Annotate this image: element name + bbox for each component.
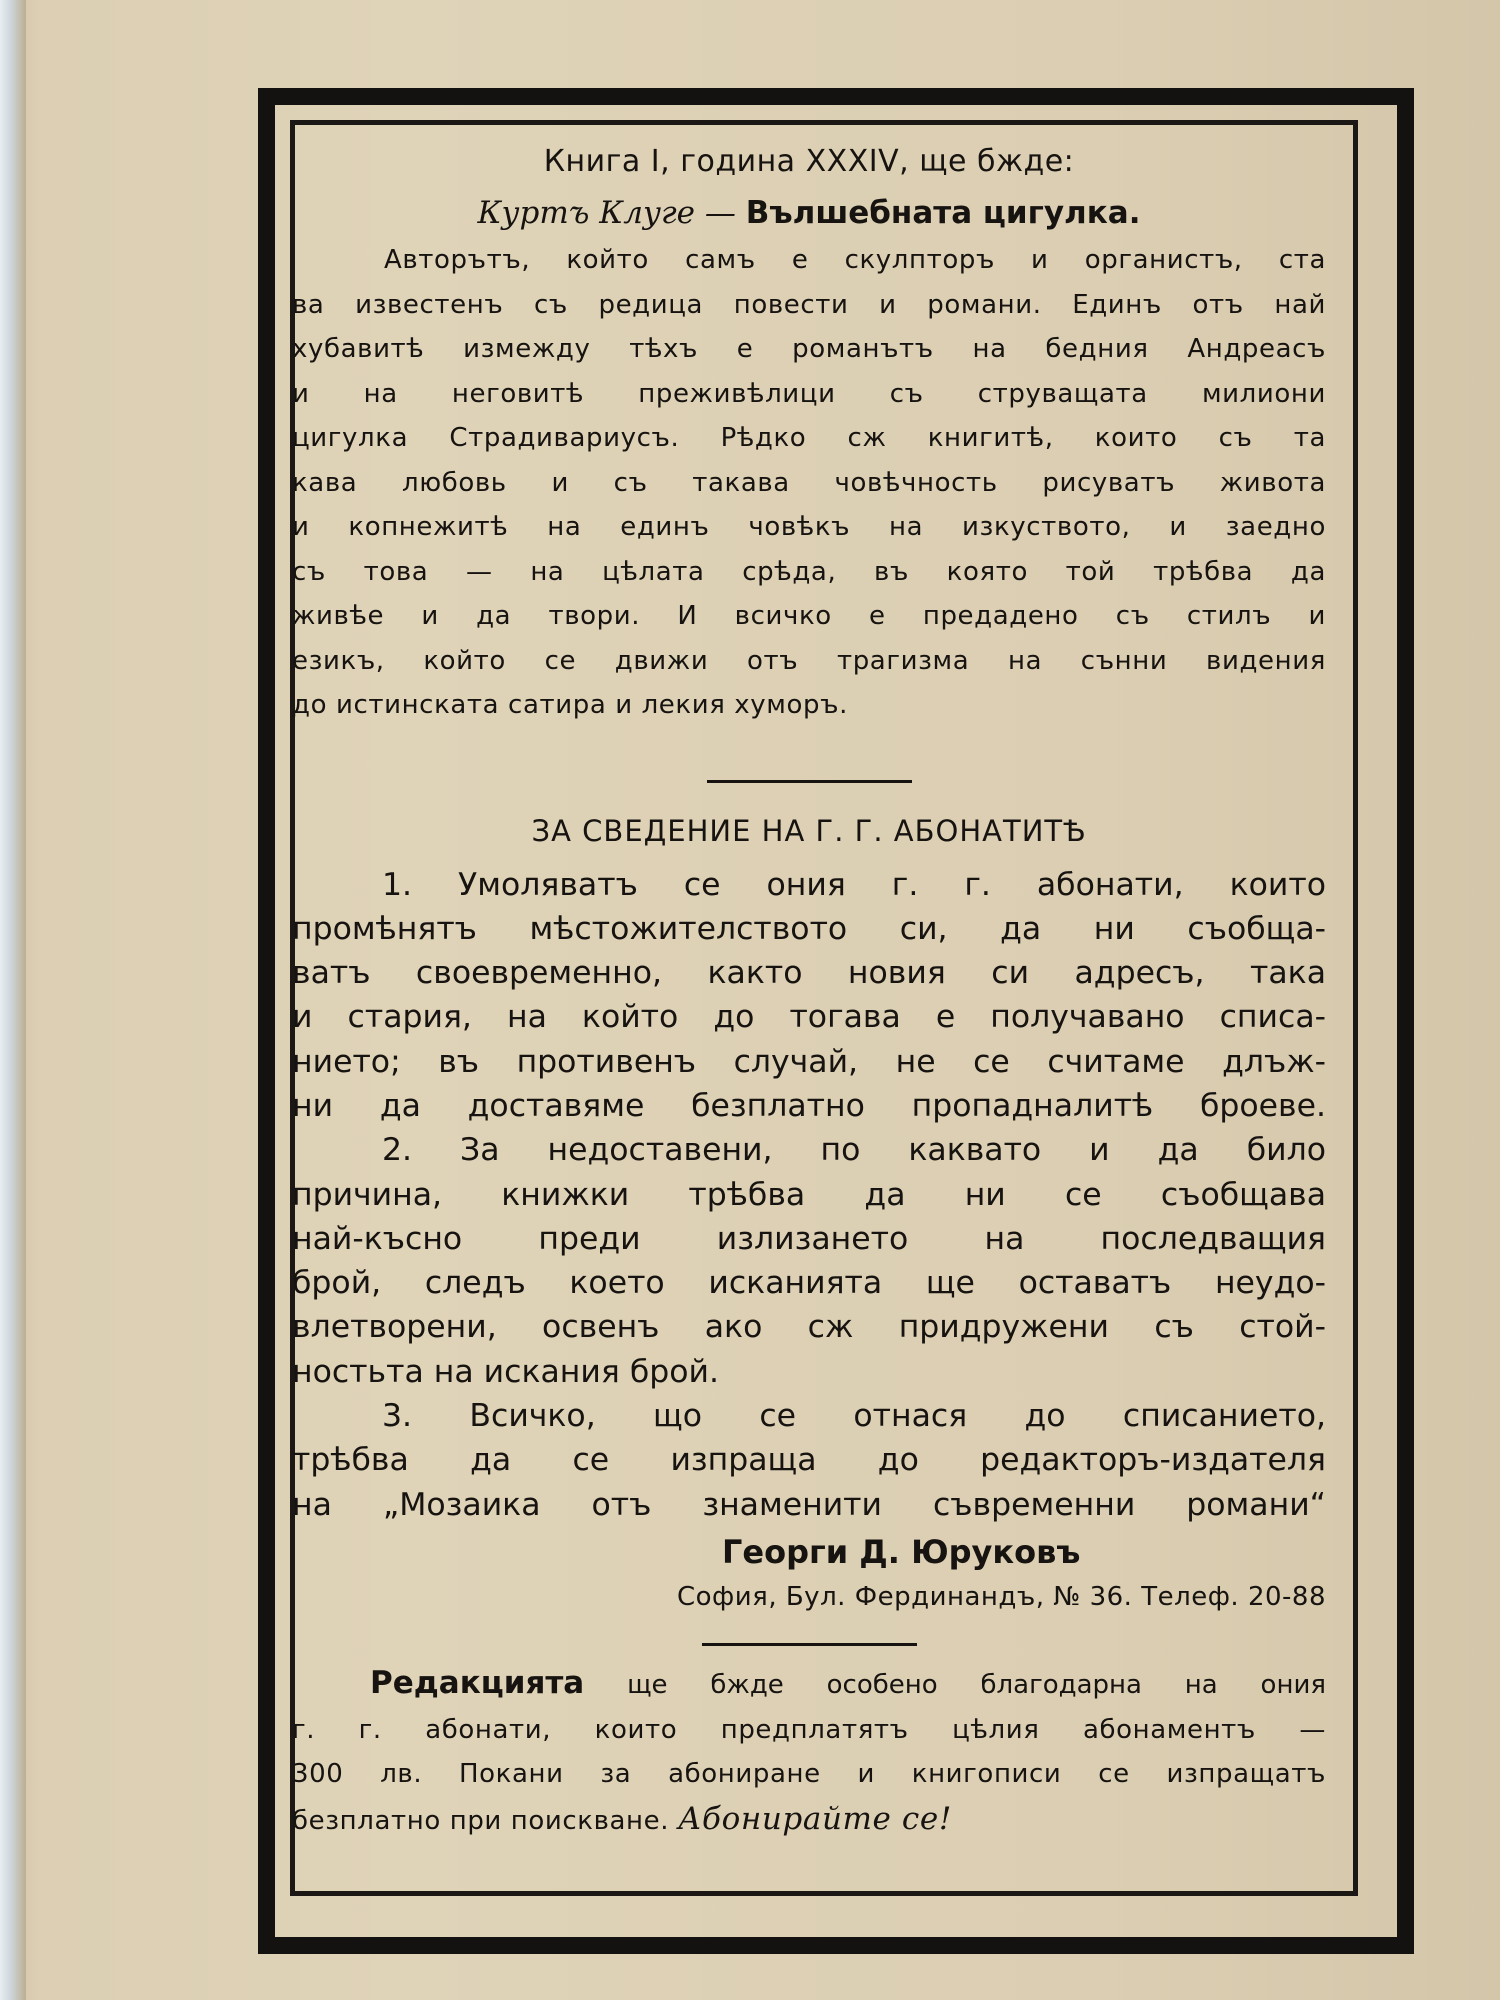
page-content [292, 140, 1326, 1843]
notice-line: 3. Всичко, що се отнася до списанието, [382, 1398, 1326, 1435]
author-name: Куртъ Клуге — [477, 195, 736, 231]
notice-line: и стария, на който до тогава е получавано списа- [292, 999, 1326, 1036]
description-line: и копнежитѣ на единъ човѣкъ на изкуството, и заедно [292, 512, 1326, 542]
description-line: до истинската сатира и лекия хуморъ. [292, 690, 848, 720]
notice-line: на „Мозаика отъ знаменити съвременни романи“ [292, 1486, 1326, 1523]
novel-description [292, 238, 1326, 728]
subscription-line [292, 1660, 1326, 1708]
notice-paragraph-2 [292, 1128, 1326, 1394]
subscription-line [292, 1797, 1326, 1844]
notice-heading: ЗА СВЕДЕНИЕ НА Г. Г. АБОНАТИТѢ [531, 813, 1087, 848]
description-line: кава любовь и съ такава човѣчность рисуватъ живота [292, 467, 1326, 498]
subscription-note [292, 1660, 1326, 1844]
description-line: Авторътъ, който самъ е скулпторъ и органистъ, ста [384, 245, 1326, 275]
description-line: ва известенъ съ редица повести и романи. Единъ отъ най [292, 289, 1326, 320]
notice-line: влетворени, освенъ ако сж придружени съ стой- [292, 1309, 1326, 1346]
subscription-text: ще бжде особено благодарна на ония [627, 1669, 1326, 1700]
notice-line: ностьта на искания брой. [292, 1353, 720, 1390]
notice-line: ватъ своевременно, както новия си адресъ, така [292, 955, 1326, 992]
notice-paragraph-1 [292, 863, 1326, 1129]
editorial-label: Редакцията [370, 1664, 585, 1701]
description-line: и на неговитѣ преживѣлици съ струващата милиони [292, 378, 1326, 409]
novel-heading [292, 188, 1326, 238]
section-divider [707, 780, 912, 783]
notice-line: промѣнятъ мѣстожителството си, да ни съобща- [292, 910, 1326, 947]
subscribe-call: Абонирайте се! [677, 1800, 952, 1837]
subscription-line: г. г. абонати, които предплатятъ цѣлия абонаментъ — [292, 1714, 1326, 1745]
description-line: живѣе и да твори. И всичко е предадено съ стилъ и [292, 601, 1326, 631]
notice-line: брой, следъ което исканията ще оставатъ неудо- [292, 1265, 1326, 1302]
editor-name: Георги Д. Юруковъ [722, 1532, 1081, 1571]
footer-divider [702, 1643, 917, 1646]
editor-address: София, Бул. Фердинандъ, № 36. Телеф. 20-88 [676, 1581, 1326, 1612]
subscription-text: безплатно при поискване. [292, 1805, 670, 1836]
description-line: хубавитѣ измежду тѣхъ е романътъ на бедния Андреасъ [292, 334, 1326, 364]
notice-paragraph-3 [292, 1394, 1326, 1527]
description-line: цигулка Страдивариусъ. Рѣдко сж книгитѣ, които съ та [292, 423, 1326, 453]
notice-line: 2. За недоставени, по каквато и да било [382, 1132, 1326, 1169]
notice-line: трѣбва да се изпраща до редакторъ-издателя [292, 1442, 1326, 1479]
subscription-line: 300 лв. Покани за абониране и книгописи се изпращатъ [292, 1759, 1326, 1790]
description-line: езикъ, който се движи отъ трагизма на сънни видения [292, 645, 1326, 676]
notice-line: 1. Умоляватъ се ония г. г. абонати, които [382, 866, 1326, 903]
notice-line: нието; въ противенъ случай, не се считаме длъж- [292, 1043, 1326, 1080]
description-line: съ това — на цѣлата срѣда, въ която той трѣбва да [292, 556, 1326, 587]
notice-line: причина, книжки трѣбва да ни се съобщава [292, 1176, 1326, 1213]
notice-line: ни да доставяме безплатно пропадналитѣ броеве. [292, 1087, 1326, 1124]
notice-line: най-късно преди излизането на последващия [292, 1220, 1326, 1257]
book-issue-line: Книга I, година XXXIV, ще бжде: [543, 144, 1075, 179]
book-spine [0, 0, 26, 2000]
novel-title: Вълшебната цигулка. [745, 195, 1141, 231]
